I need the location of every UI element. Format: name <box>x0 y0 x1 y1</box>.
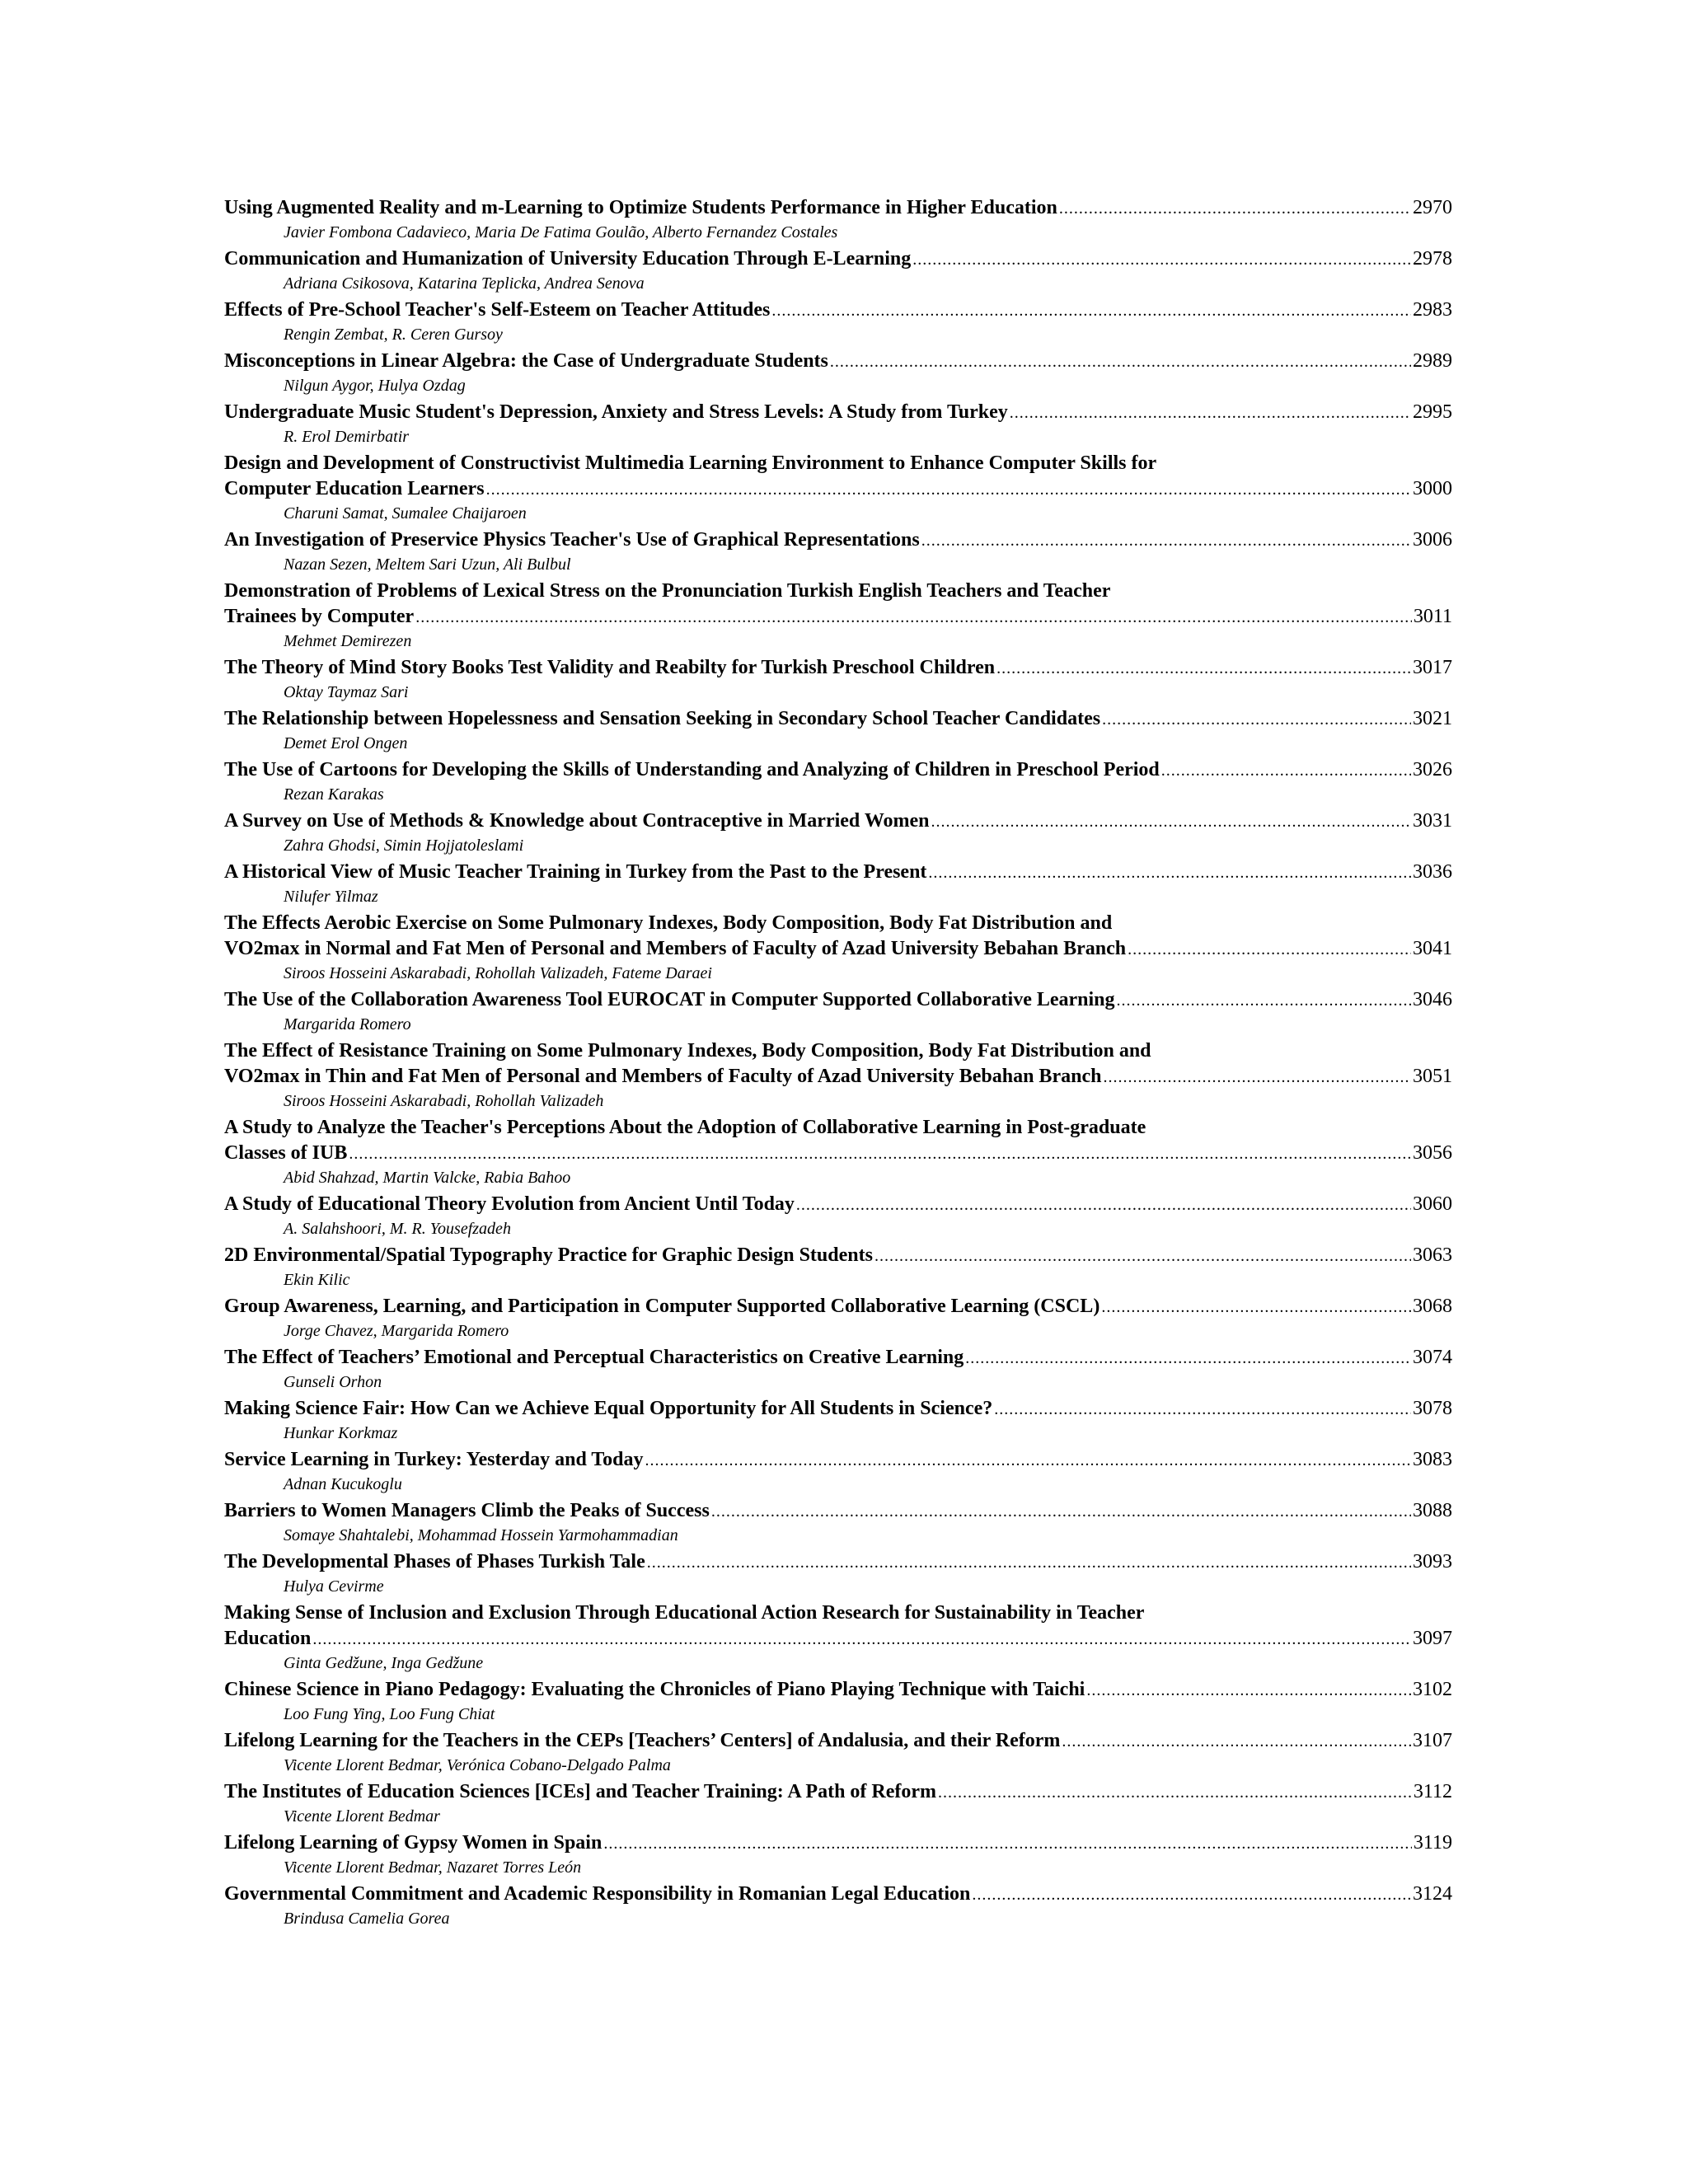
dot-leader <box>486 477 1411 503</box>
entry-title-line <box>224 1345 1452 1371</box>
toc-entry <box>224 1728 1452 1776</box>
entry-authors: Siroos Hosseini Askarabadi, Rohollah Valizadeh, Fateme Daraei <box>284 964 712 982</box>
page-number: 3051 <box>1413 1066 1452 1087</box>
page-number: 3088 <box>1413 1500 1452 1521</box>
entry-title-line <box>224 1064 1452 1090</box>
entry-title: The Use of Cartoons for Developing the Skills of Understanding and Analyzing of Children in Preschool Period <box>224 759 1160 780</box>
entry-title: Using Augmented Reality and m-Learning to Optimize Students Performance in Higher Education <box>224 197 1057 218</box>
page-number: 3068 <box>1413 1296 1452 1317</box>
entry-title: Governmental Commitment and Academic Responsibility in Romanian Legal Education <box>224 1883 971 1905</box>
toc-entry <box>224 911 1452 984</box>
entry-title: The Developmental Phases of Phases Turkish Tale <box>224 1551 645 1572</box>
entry-title: Communication and Humanization of University Education Through E-Learning <box>224 248 912 269</box>
entry-authors: A. Salahshoori, M. R. Yousefzadeh <box>284 1220 511 1238</box>
entry-title-line <box>224 1677 1452 1704</box>
toc-entry <box>224 1396 1452 1444</box>
entry-title-line <box>224 1549 1452 1576</box>
entry-authors: Vicente Llorent Bedmar <box>284 1807 440 1825</box>
toc-entry <box>224 655 1452 703</box>
dot-leader <box>349 1141 1411 1167</box>
entry-title: Misconceptions in Linear Algebra: the Case of Undergraduate Students <box>224 350 828 372</box>
dot-leader <box>912 247 1411 273</box>
entry-title-line <box>224 1626 1452 1652</box>
dot-leader <box>1010 401 1411 426</box>
entry-authors: Gunseli Orhon <box>284 1373 382 1391</box>
page-number: 3056 <box>1413 1142 1452 1164</box>
entry-authors: Adriana Csikosova, Katarina Teplicka, Andrea Senova <box>284 274 645 293</box>
entry-title: VO2max in Thin and Fat Men of Personal and Members of Faculty of Azad University Bebahan Branch <box>224 1066 1102 1087</box>
entry-authors: Charuni Samat, Sumalee Chaijaroen <box>284 504 527 523</box>
toc-entry <box>224 195 1452 243</box>
entry-authors: Nazan Sezen, Meltem Sari Uzun, Ali Bulbul <box>284 555 571 574</box>
entry-title: The Effect of Teachers’ Emotional and Perceptual Characteristics on Creative Learning <box>224 1347 964 1368</box>
entry-title-line-1: Making Sense of Inclusion and Exclusion Through Educational Action Research for Sustainability in Teacher <box>224 1602 1145 1624</box>
toc-entry <box>224 1882 1452 1929</box>
entry-title: Making Science Fair: How Can we Achieve Equal Opportunity for All Students in Science? <box>224 1398 993 1419</box>
page-number: 3078 <box>1413 1398 1452 1419</box>
page-number: 2983 <box>1413 299 1452 321</box>
toc-entry <box>224 757 1452 805</box>
entry-title-line-1: The Effect of Resistance Training on Some Pulmonary Indexes, Body Composition, Body Fat Distribution and <box>224 1040 1151 1062</box>
entry-title: Chinese Science in Piano Pedagogy: Evaluating the Chronicles of Piano Playing Technique with Taichi <box>224 1679 1085 1700</box>
entry-title: Computer Education Learners <box>224 478 485 499</box>
entry-title-line <box>224 527 1452 554</box>
entry-authors: Jorge Chavez, Margarida Romero <box>284 1322 509 1340</box>
table-of-contents <box>224 195 1452 1933</box>
entry-title: A Historical View of Music Teacher Training in Turkey from the Past to the Present <box>224 861 927 883</box>
page-number: 3119 <box>1413 1832 1452 1854</box>
entry-authors: Rengin Zembat, R. Ceren Gursoy <box>284 326 503 344</box>
toc-entry <box>224 1779 1452 1827</box>
entry-authors: Adnan Kucukoglu <box>284 1475 402 1493</box>
dot-leader <box>711 1499 1411 1525</box>
page-number: 3102 <box>1413 1679 1452 1700</box>
toc-entry <box>224 1192 1452 1240</box>
page-number: 3036 <box>1413 861 1452 883</box>
dot-leader <box>796 1193 1411 1218</box>
entry-title-line <box>224 1498 1452 1525</box>
entry-authors: Brindusa Camelia Gorea <box>284 1910 450 1928</box>
entry-title: 2D Environmental/Spatial Typography Practice for Graphic Design Students <box>224 1244 873 1266</box>
entry-title: VO2max in Normal and Fat Men of Personal and Members of Faculty of Azad University Bebahan Branch <box>224 938 1127 959</box>
entry-title-line <box>224 476 1452 503</box>
entry-title: Group Awareness, Learning, and Participation in Computer Supported Collaborative Learning (CSCL) <box>224 1296 1100 1317</box>
entry-title-line <box>224 987 1452 1014</box>
entry-title: Service Learning in Turkey: Yesterday and Today <box>224 1449 644 1470</box>
entry-title-line-1: Demonstration of Problems of Lexical Stress on the Pronunciation Turkish English Teachers and Teacher <box>224 580 1111 602</box>
toc-entry <box>224 349 1452 396</box>
dot-leader <box>312 1627 1411 1652</box>
entry-title: Education <box>224 1628 312 1649</box>
toc-entry <box>224 400 1452 448</box>
entry-title: Lifelong Learning of Gypsy Women in Spain <box>224 1832 603 1854</box>
dot-leader <box>771 298 1411 324</box>
dot-leader <box>972 1882 1411 1908</box>
page-number: 3011 <box>1413 606 1452 627</box>
toc-entry <box>224 1830 1452 1878</box>
dot-leader <box>603 1831 1412 1857</box>
entry-authors: Nilufer Yilmaz <box>284 888 378 906</box>
toc-entry <box>224 1115 1452 1188</box>
toc-entry <box>224 1549 1452 1597</box>
page-number: 3083 <box>1413 1449 1452 1470</box>
dot-leader <box>830 349 1411 375</box>
dot-leader <box>938 1780 1412 1806</box>
dot-leader <box>931 809 1411 835</box>
entry-authors: Somaye Shahtalebi, Mohammad Hossein Yarmohammadian <box>284 1526 678 1544</box>
dot-leader <box>874 1244 1411 1269</box>
dot-leader <box>996 656 1411 682</box>
toc-entry <box>224 706 1452 754</box>
dot-leader <box>928 860 1411 886</box>
page-number: 3093 <box>1413 1551 1452 1572</box>
entry-title-line <box>224 1294 1452 1320</box>
dot-leader <box>415 605 1412 630</box>
entry-title: The Institutes of Education Sciences [ICEs] and Teacher Training: A Path of Reform <box>224 1781 937 1802</box>
page-number: 3124 <box>1413 1883 1452 1905</box>
entry-authors: Siroos Hosseini Askarabadi, Rohollah Valizadeh <box>284 1092 604 1110</box>
toc-entry <box>224 1243 1452 1291</box>
dot-leader <box>1128 937 1411 963</box>
toc-entry <box>224 527 1452 575</box>
entry-authors: Ginta Gedžune, Inga Gedžune <box>284 1654 484 1672</box>
entry-title: Undergraduate Music Student's Depression, Anxiety and Stress Levels: A Study from Turkey <box>224 401 1008 423</box>
entry-title: The Theory of Mind Story Books Test Validity and Reabilty for Turkish Preschool Children <box>224 657 996 678</box>
entry-title-line <box>224 757 1452 784</box>
toc-entry <box>224 1498 1452 1546</box>
entry-title-line <box>224 246 1452 273</box>
dot-leader <box>1101 1295 1411 1320</box>
entry-title-line <box>224 298 1452 324</box>
dot-leader <box>1102 707 1411 733</box>
entry-title-line <box>224 1141 1452 1167</box>
toc-entry <box>224 808 1452 856</box>
entry-title-line-1: Design and Development of Constructivist Multimedia Learning Environment to Enhance Computer Skills for <box>224 452 1157 474</box>
entry-authors: Hulya Cevirme <box>284 1577 384 1596</box>
page-number: 3063 <box>1413 1244 1452 1266</box>
entry-title-line <box>224 1447 1452 1474</box>
entry-title-line <box>224 1192 1452 1218</box>
page-number: 3017 <box>1413 657 1452 678</box>
entry-title: The Relationship between Hopelessness and Sensation Seeking in Secondary School Teacher Candidates <box>224 708 1101 729</box>
entry-authors: Oktay Taymaz Sari <box>284 683 409 701</box>
page-number: 3074 <box>1413 1347 1452 1368</box>
entry-title: Classes of IUB <box>224 1142 348 1164</box>
toc-entry <box>224 860 1452 907</box>
toc-entry <box>224 579 1452 652</box>
entry-authors: Ekin Kilic <box>284 1271 350 1289</box>
entry-title-line <box>224 936 1452 963</box>
entry-title: Lifelong Learning for the Teachers in the CEPs [Teachers’ Centers] of Andalusia, and their Reform <box>224 1730 1061 1751</box>
entry-title: Effects of Pre-School Teacher's Self-Esteem on Teacher Attitudes <box>224 299 771 321</box>
page-number: 3097 <box>1413 1628 1452 1649</box>
entry-title-line <box>224 349 1452 375</box>
entry-authors: Loo Fung Ying, Loo Fung Chiat <box>284 1705 495 1723</box>
entry-title-line-1: The Effects Aerobic Exercise on Some Pulmonary Indexes, Body Composition, Body Fat Distribution and <box>224 912 1113 934</box>
toc-entry <box>224 298 1452 345</box>
page-number: 3107 <box>1413 1730 1452 1751</box>
toc-entry <box>224 1601 1452 1674</box>
page-number: 3112 <box>1413 1781 1452 1802</box>
dot-leader <box>1086 1678 1411 1704</box>
page-number: 2995 <box>1413 401 1452 423</box>
entry-title-line <box>224 1830 1452 1857</box>
toc-entry <box>224 1345 1452 1393</box>
page-number: 3041 <box>1413 938 1452 959</box>
toc-entry <box>224 1038 1452 1112</box>
toc-entry <box>224 1447 1452 1495</box>
page-number: 3006 <box>1413 529 1452 551</box>
toc-entry <box>224 1677 1452 1725</box>
dot-leader <box>994 1397 1411 1422</box>
entry-title: Barriers to Women Managers Climb the Peaks of Success <box>224 1500 710 1521</box>
entry-authors: Nilgun Aygor, Hulya Ozdag <box>284 377 466 395</box>
entry-title-line <box>224 1779 1452 1806</box>
entry-title-line <box>224 1396 1452 1422</box>
entry-title-line <box>224 1882 1452 1908</box>
page-number: 3046 <box>1413 989 1452 1010</box>
entry-title-line <box>224 706 1452 733</box>
dot-leader <box>1103 1065 1411 1090</box>
dot-leader <box>965 1346 1411 1371</box>
entry-authors: Margarida Romero <box>284 1015 411 1033</box>
dot-leader <box>647 1550 1411 1576</box>
page-number: 3026 <box>1413 759 1452 780</box>
entry-authors: Abid Shahzad, Martin Valcke, Rabia Bahoo <box>284 1169 571 1187</box>
entry-title: The Use of the Collaboration Awareness Tool EUROCAT in Computer Supported Collaborative Learning <box>224 989 1115 1010</box>
dot-leader <box>645 1448 1411 1474</box>
entry-authors: Hunkar Korkmaz <box>284 1424 398 1442</box>
entry-title-line <box>224 604 1452 630</box>
entry-authors: Mehmet Demirezen <box>284 632 412 650</box>
page-number: 3031 <box>1413 810 1452 832</box>
page-number: 2989 <box>1413 350 1452 372</box>
entry-authors: Demet Erol Ongen <box>284 734 408 752</box>
entry-title-line <box>224 808 1452 835</box>
entry-authors: Rezan Karakas <box>284 785 384 804</box>
entry-title-line <box>224 655 1452 682</box>
dot-leader <box>1059 196 1411 222</box>
entry-title-line <box>224 195 1452 222</box>
entry-title: Trainees by Computer <box>224 606 415 627</box>
page-number: 3021 <box>1413 708 1452 729</box>
entry-title-line <box>224 860 1452 886</box>
page-number: 3000 <box>1413 478 1452 499</box>
entry-title-line-1: A Study to Analyze the Teacher's Perceptions About the Adoption of Collaborative Learning in Post-graduate <box>224 1117 1146 1138</box>
toc-entry <box>224 1294 1452 1342</box>
entry-authors: R. Erol Demirbatir <box>284 428 410 446</box>
toc-entry <box>224 246 1452 294</box>
entry-title-line <box>224 1243 1452 1269</box>
entry-title-line <box>224 1728 1452 1755</box>
entry-authors: Vicente Llorent Bedmar, Nazaret Torres León <box>284 1858 582 1877</box>
dot-leader <box>1161 758 1411 784</box>
entry-authors: Zahra Ghodsi, Simin Hojjatoleslami <box>284 837 524 855</box>
entry-authors: Javier Fombona Cadavieco, Maria De Fatima Goulão, Alberto Fernandez Costales <box>284 223 838 241</box>
page-number: 2978 <box>1413 248 1452 269</box>
entry-authors: Vicente Llorent Bedmar, Verónica Cobano-Delgado Palma <box>284 1756 671 1774</box>
toc-entry <box>224 987 1452 1035</box>
page-number: 3060 <box>1413 1193 1452 1215</box>
page-number: 2970 <box>1413 197 1452 218</box>
entry-title-line <box>224 400 1452 426</box>
toc-entry <box>224 451 1452 524</box>
entry-title: A Survey on Use of Methods & Knowledge about Contraceptive in Married Women <box>224 810 930 832</box>
dot-leader <box>1062 1729 1411 1755</box>
entry-title: An Investigation of Preservice Physics Teacher's Use of Graphical Representations <box>224 529 920 551</box>
dot-leader <box>1117 988 1411 1014</box>
entry-title: A Study of Educational Theory Evolution from Ancient Until Today <box>224 1193 795 1215</box>
dot-leader <box>921 528 1411 554</box>
